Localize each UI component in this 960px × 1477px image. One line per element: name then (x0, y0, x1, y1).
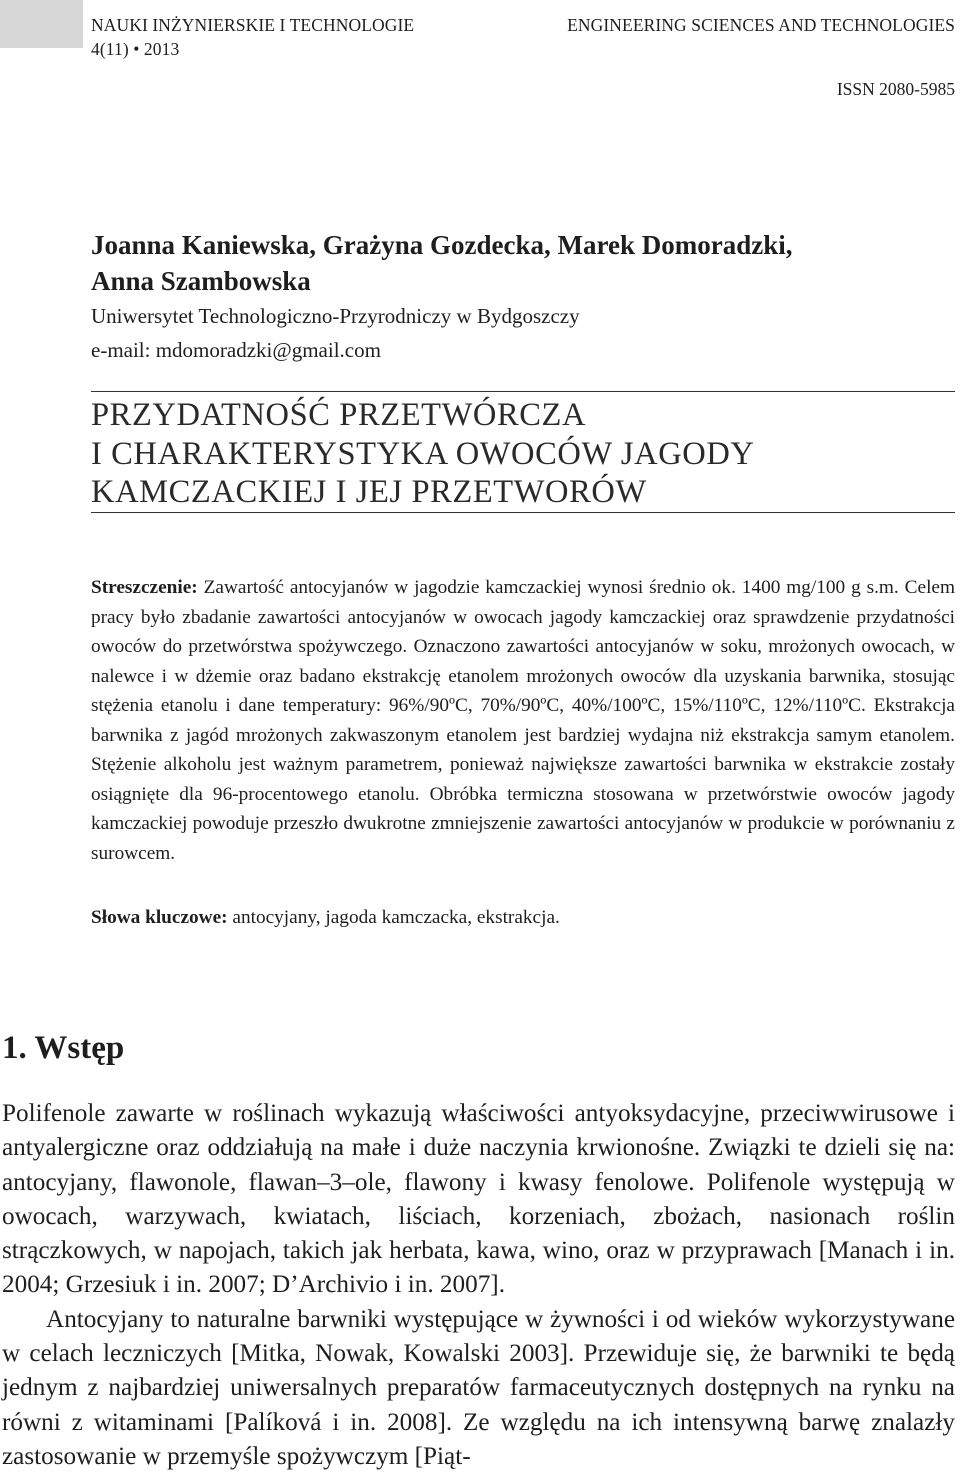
keywords-text: antocyjany, jagoda kamczacka, ekstrakcja. (232, 907, 560, 928)
header-corner-block (0, 0, 83, 48)
section-heading: 1. Wstęp (2, 1030, 125, 1066)
paper-title-line-2: I CHARAKTERYSTYKA OWOCÓW JAGODY (91, 435, 755, 472)
author-names-line-1: Joanna Kaniewska, Grażyna Gozdecka, Marek Domoradzki, (91, 230, 793, 260)
keywords (91, 903, 955, 933)
affiliation: Uniwersytet Technologiczno-Przyrodniczy w Bydgoszczy (91, 304, 580, 328)
abstract-label: Streszczenie: (91, 577, 198, 598)
journal-title-pl: NAUKI INŻYNIERSKIE I TECHNOLOGIE (91, 15, 415, 35)
contact-email: e-mail: mdomoradzki@gmail.com (91, 338, 381, 362)
abstract (91, 573, 955, 868)
author-block (91, 227, 955, 367)
paper-title-line-3: KAMCZACKIEJ I JEJ PRZETWORÓW (91, 474, 647, 510)
journal-issue: 4(11) • 2013 (91, 39, 180, 59)
journal-title-en: ENGINEERING SCIENCES AND TECHNOLOGIES (567, 15, 955, 35)
title-bottom-rule (91, 512, 955, 513)
introduction-body (2, 1097, 955, 1474)
intro-paragraph-1: Polifenole zawarte w roślinach wykazują właściwości antyoksydacyjne, przeciwwirusowe i antyalergiczne oraz oddziałują na małe i duże naczynia krwionośne. Związki te dzieli się na: antocyjany, flawonole, flawan–3–ole, flawony i kwasy fenolowe. Polifenole występują w owocach, warzywach, kwiatach, liściach, korzeniach, zbożach, nasionach roślin strączkowych, w napojach, takich jak herbata, kawa, wino, oraz w przyprawach [Manach i in. 2004; Grzesiuk i in. 2007; D’Archivio i in. 2007]. (2, 1100, 955, 1299)
keywords-label: Słowa kluczowe: (91, 907, 228, 928)
abstract-text: Zawartość antocyjanów w jagodzie kamczackiej wynosi średnio ok. 1400 mg/100 g s.m. Celem pracy było zbadanie zawartości antocyjanów w owocach jagody kamczackiej oraz sprawdzenie przydatności owoców do przetwórstwa spożywczego. Oznaczono zawartości antocyjanów w soku, mrożonych owocach, w nalewce i w dżemie oraz badano ekstrakcję etanolem mrożonych owoców dla uzyskania barwnika, stosując stężenia etanolu i dane temperatury: 96%/90ºC, 70%/90ºC, 40%/100ºC, 15%/110ºC, 12%/110ºC. Ekstrakcja barwnika z jagód mrożonych zakwaszonym etanolem jest bardziej wydajna niż ekstrakcja samym etanolem. Stężenie alkoholu jest ważnym parametrem, ponieważ największe zawartości barwnika w ekstrakcie zostały osiągnięte dla 96-procentowego etanolu. Obróbka termiczna stosowana w przetwórstwie owoców jagody kamczackiej powoduje przeszło dwukrotne zmniejszenie zawartości antocyjanów w produkcie w porównaniu z surowcem. (91, 577, 955, 864)
title-top-rule (91, 391, 955, 392)
journal-header (91, 13, 955, 61)
issn: ISSN 2080-5985 (836, 79, 955, 99)
author-names (91, 227, 955, 299)
author-names-line-2: Anna Szambowska (91, 266, 311, 296)
intro-paragraph-2: Antocyjany to naturalne barwniki występujące w żywności i od wieków wykorzystywane w celach leczniczych [Mitka, Nowak, Kowalski 2003]. Przewiduje się, że barwniki te będą jednym z najbardziej uniwersalnych preparatów farmaceutycznych dostępnych na rynku na równi z witaminami [Palíková i in. 2008]. Ze względu na ich intensywną barwę znalazły zastosowanie w przemyśle spożywczym [Piąt- (2, 1305, 955, 1470)
paper-title-line-1: PRZYDATNOŚĆ PRZETWÓRCZA (91, 397, 587, 433)
paper-title (91, 396, 955, 512)
